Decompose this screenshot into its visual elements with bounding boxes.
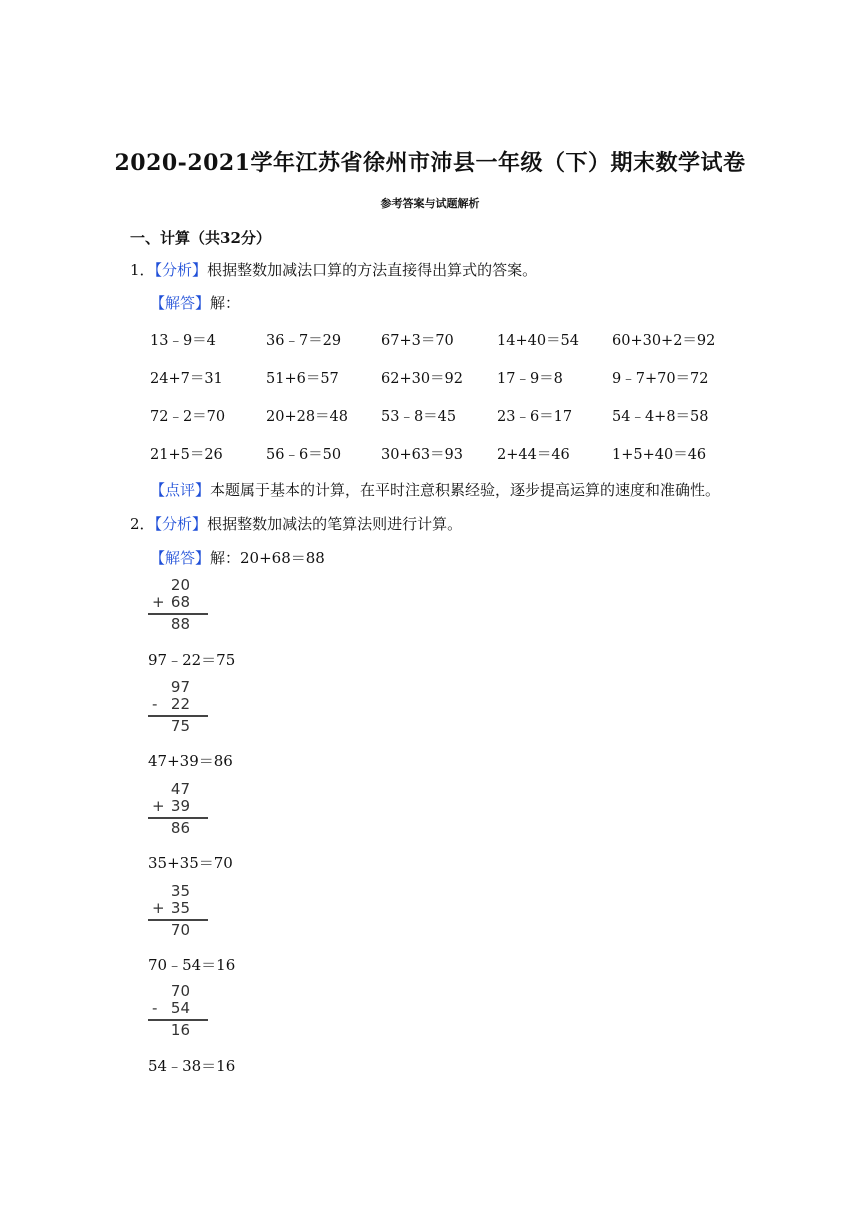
answer-tag: 【解答】 bbox=[150, 294, 211, 312]
calc-cell: 2+44＝46 bbox=[497, 447, 570, 463]
vertical-calculation bbox=[148, 678, 212, 734]
answer-tag: 【解答】 bbox=[150, 549, 211, 567]
vertical-calculation bbox=[148, 982, 212, 1038]
calc-cell: 21+5＝26 bbox=[150, 447, 223, 463]
equation-line: 47+39＝86 bbox=[148, 752, 233, 770]
page-subtitle: 参考答案与试题解析 bbox=[380, 197, 480, 210]
section-heading: 一、计算（共32分） bbox=[130, 229, 271, 247]
answer-text: 解：20+68＝88 bbox=[210, 549, 325, 567]
calc-cell: 56﹣6＝50 bbox=[266, 447, 342, 463]
calc-cell: 17﹣9＝8 bbox=[497, 371, 563, 387]
calc-cell: 60+30+2＝92 bbox=[612, 333, 716, 349]
vertical-second-number: 68 bbox=[170, 593, 190, 611]
calc-cell: 20+28＝48 bbox=[266, 409, 349, 425]
vertical-result: 86 bbox=[170, 819, 190, 837]
vertical-top-number: 20 bbox=[170, 576, 190, 594]
calc-cell: 23﹣6＝17 bbox=[497, 409, 573, 425]
analysis-tag: 【分析】 bbox=[154, 515, 208, 533]
q2-answer bbox=[150, 547, 325, 568]
analysis-tag: 【分析】 bbox=[154, 261, 208, 279]
vertical-operator: + bbox=[152, 593, 165, 611]
analysis-text: 根据整数加减法口算的方法直接得出算式的答案。 bbox=[207, 261, 538, 279]
calc-cell: 67+3＝70 bbox=[381, 333, 454, 349]
vertical-operator: - bbox=[152, 999, 158, 1017]
calc-cell: 13﹣9＝4 bbox=[150, 333, 216, 349]
vertical-result: 70 bbox=[170, 921, 190, 939]
calc-cell: 36﹣7＝29 bbox=[266, 333, 342, 349]
q2-analysis bbox=[130, 513, 462, 534]
q1-number: 1． bbox=[130, 261, 155, 279]
vertical-second-number: 39 bbox=[170, 797, 190, 815]
vertical-operator: + bbox=[152, 899, 165, 917]
vertical-top-number: 35 bbox=[170, 882, 190, 900]
vertical-calculation bbox=[148, 882, 212, 938]
calc-cell: 62+30＝92 bbox=[381, 371, 464, 387]
q1-answer bbox=[150, 292, 240, 313]
answer-text: 解： bbox=[210, 294, 241, 312]
calc-cell: 53﹣8＝45 bbox=[381, 409, 457, 425]
vertical-second-number: 35 bbox=[170, 899, 190, 917]
calc-cell: 72﹣2＝70 bbox=[150, 409, 226, 425]
vertical-second-number: 22 bbox=[170, 695, 190, 713]
vertical-top-number: 97 bbox=[170, 678, 190, 696]
vertical-operator: - bbox=[152, 695, 158, 713]
q2-number: 2． bbox=[130, 515, 155, 533]
q1-comment bbox=[150, 479, 720, 500]
calc-cell: 54﹣4+8＝58 bbox=[612, 409, 709, 425]
calc-cell: 51+6＝57 bbox=[266, 371, 339, 387]
calc-cell: 24+7＝31 bbox=[150, 371, 223, 387]
calc-cell: 1+5+40＝46 bbox=[612, 447, 707, 463]
vertical-operator: + bbox=[152, 797, 165, 815]
page-title: 2020-2021学年江苏省徐州市沛县一年级（下）期末数学试卷 bbox=[114, 150, 746, 176]
vertical-second-number: 54 bbox=[170, 999, 190, 1017]
q1-analysis bbox=[130, 259, 537, 280]
equation-line: 54﹣38＝16 bbox=[148, 1057, 236, 1075]
vertical-result: 75 bbox=[170, 717, 190, 735]
comment-text: 本题属于基本的计算，在平时注意积累经验，逐步提高运算的速度和准确性。 bbox=[210, 481, 721, 499]
vertical-top-number: 70 bbox=[170, 982, 190, 1000]
vertical-calculation bbox=[148, 576, 212, 632]
vertical-calculation bbox=[148, 780, 212, 836]
analysis-text: 根据整数加减法的笔算法则进行计算。 bbox=[207, 515, 463, 533]
vertical-top-number: 47 bbox=[170, 780, 190, 798]
calc-cell: 14+40＝54 bbox=[497, 333, 580, 349]
vertical-result: 16 bbox=[170, 1021, 190, 1039]
equation-line: 35+35＝70 bbox=[148, 854, 233, 872]
equation-line: 97﹣22＝75 bbox=[148, 651, 236, 669]
vertical-result: 88 bbox=[170, 615, 190, 633]
comment-tag: 【点评】 bbox=[150, 481, 211, 499]
calc-cell: 30+63＝93 bbox=[381, 447, 464, 463]
calc-cell: 9﹣7+70＝72 bbox=[612, 371, 709, 387]
equation-line: 70﹣54＝16 bbox=[148, 956, 236, 974]
